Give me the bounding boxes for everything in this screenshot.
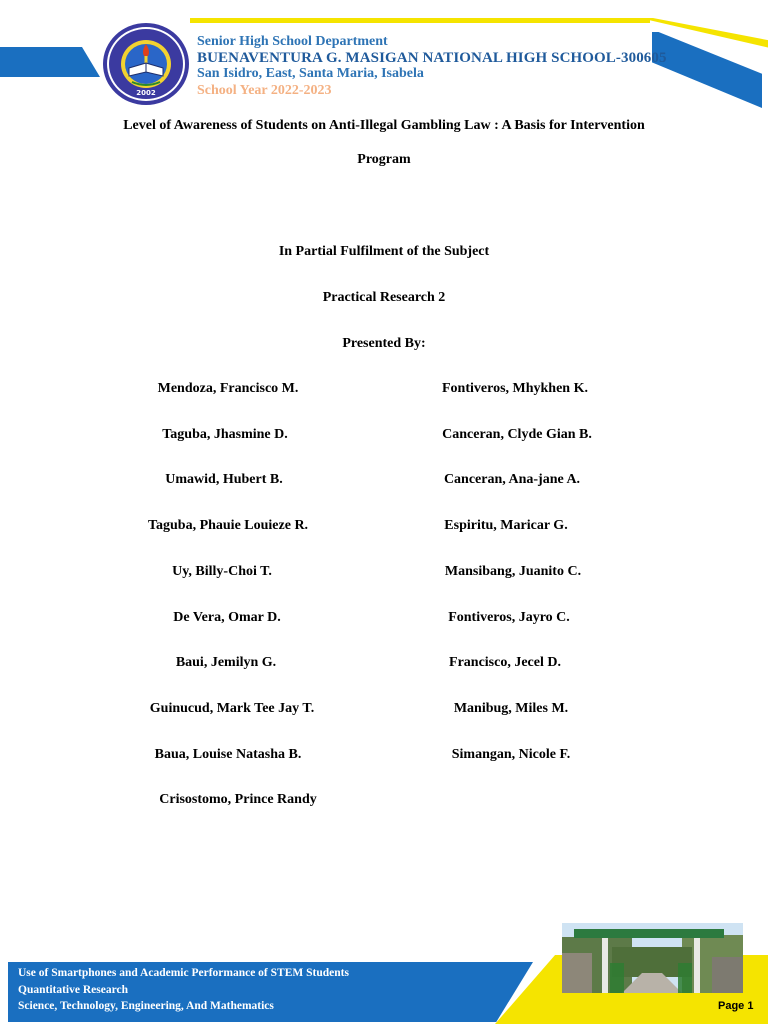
author-name: Mendoza, Francisco M. [157,381,299,396]
author-name: Baua, Louise Natasha B. [154,747,302,762]
school-address: San Isidro, East, Santa Maria, Isabela [197,66,424,81]
author-name: De Vera, Omar D. [173,610,281,625]
author-name: Fontiveros, Mhykhen K. [442,381,588,396]
svg-text:2002: 2002 [136,89,156,97]
author-name: Guinucud, Mark Tee Jay T. [149,701,315,716]
author-name: Baui, Jemilyn G. [175,655,277,670]
header-right-blue-shape [652,32,762,108]
author-name: Uy, Billy-Choi T. [172,564,272,579]
header-yellow-line [190,18,650,23]
subject-name: Practical Research 2 [322,290,446,305]
author-name: Taguba, Phauie Louieze R. [147,518,309,533]
school-seal-logo [102,22,190,106]
author-name: Canceran, Ana-jane A. [443,472,581,487]
author-name: Crisostomo, Prince Randy [159,792,317,807]
author-name: Manibug, Miles M. [453,701,569,716]
footer-research-type: Quantitative Research [18,984,128,996]
research-title-line1: Level of Awareness of Students on Anti-Illegal Gambling Law : A Basis for Intervention [123,118,645,133]
footer-strand: Science, Technology, Engineering, And Mathematics [18,1000,274,1012]
author-name: Espiritu, Maricar G. [444,518,568,533]
author-name: Fontiveros, Jayro C. [448,610,570,625]
school-gate-photo [562,923,743,993]
author-name: Mansibang, Juanito C. [444,564,582,579]
footer-study-title: Use of Smartphones and Academic Performance of STEM Students [18,967,349,979]
partial-fulfilment-text: In Partial Fulfilment of the Subject [278,244,490,259]
author-name: Simangan, Nicole F. [451,747,571,762]
presented-by-label: Presented By: [342,336,426,351]
department-label: Senior High School Department [197,34,388,49]
author-name: Canceran, Clyde Gian B. [442,427,592,442]
header-left-blue-bar [0,47,100,77]
author-name: Francisco, Jecel D. [449,655,561,670]
research-title-line2: Program [357,152,411,167]
author-name: Taguba, Jhasmine D. [162,427,288,442]
school-year: School Year 2022-2023 [197,83,332,98]
page-number: Page 1 [718,1000,754,1012]
author-name: Umawid, Hubert B. [165,472,283,487]
school-name: BUENAVENTURA G. MASIGAN NATIONAL HIGH SCHOOL-300605 [197,50,667,66]
